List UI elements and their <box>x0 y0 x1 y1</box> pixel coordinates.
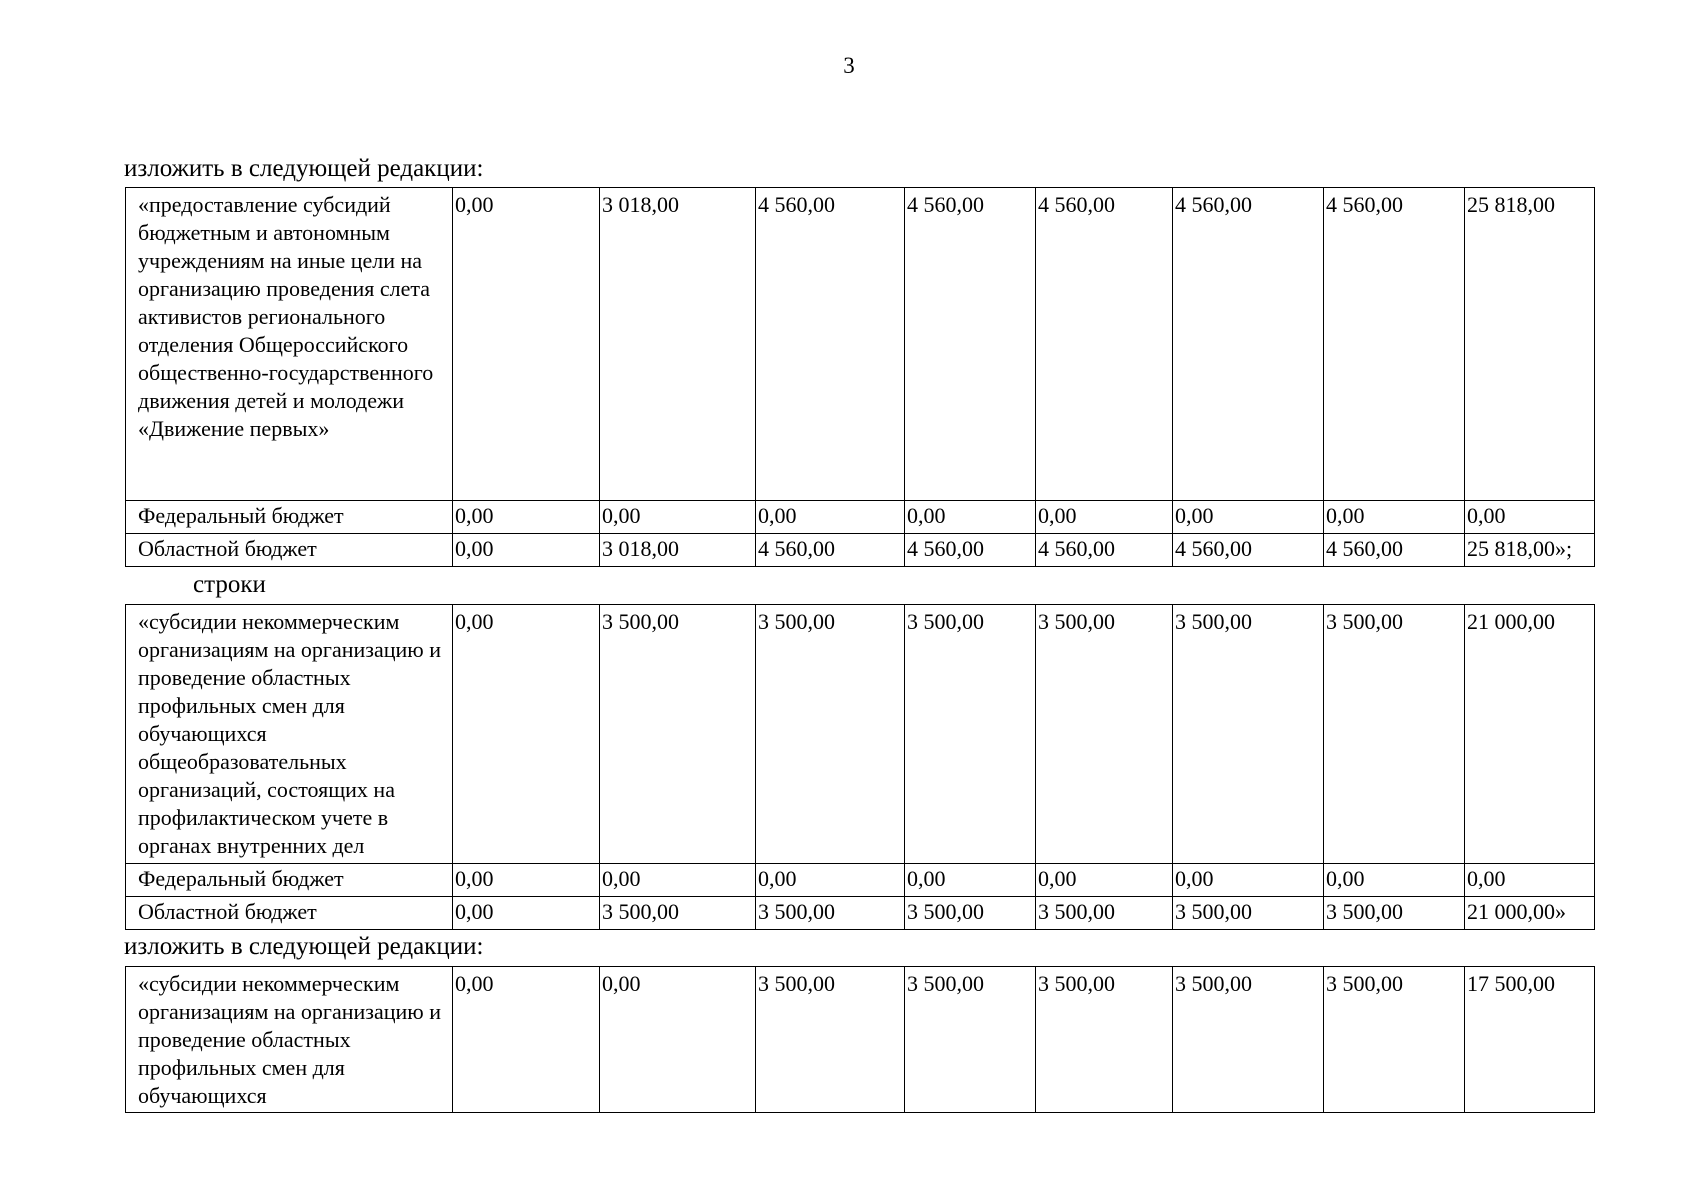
row-label: Федеральный бюджет <box>126 501 453 534</box>
value-cell: 4 560,00 <box>756 188 905 501</box>
value-cell: 3 500,00 <box>756 605 905 864</box>
table-row <box>126 967 1595 1113</box>
row-label: «предоставление субсидий бюджетным и автономным учреждениям на иные цели на организацию проведения слета активистов регионального отделения Общероссийского общественно-государственного движения детей и молодежи «Движение первых» <box>126 188 453 501</box>
value-cell: 0,00 <box>1324 501 1465 534</box>
value-cell: 0,00 <box>1173 864 1324 897</box>
row-label: Областной бюджет <box>126 534 453 567</box>
budget-table <box>125 604 1595 930</box>
row-label: Федеральный бюджет <box>126 864 453 897</box>
value-cell: 3 500,00 <box>600 605 756 864</box>
section-caption: изложить в следующей редакции: <box>124 155 484 182</box>
table-row <box>126 605 1595 864</box>
value-cell: 0,00 <box>453 897 600 930</box>
total-cell: 25 818,00 <box>1465 188 1595 501</box>
budget-source-row <box>126 534 1595 567</box>
value-cell: 3 500,00 <box>756 897 905 930</box>
value-cell: 0,00 <box>600 864 756 897</box>
value-cell: 3 500,00 <box>1324 967 1465 1113</box>
value-cell: 0,00 <box>453 864 600 897</box>
value-cell: 4 560,00 <box>905 534 1036 567</box>
value-cell: 3 500,00 <box>1324 897 1465 930</box>
value-cell: 3 500,00 <box>1036 897 1173 930</box>
value-cell: 0,00 <box>453 188 600 501</box>
value-cell: 0,00 <box>453 534 600 567</box>
table-row <box>126 188 1595 501</box>
value-cell: 4 560,00 <box>1324 534 1465 567</box>
budget-source-row <box>126 864 1595 897</box>
value-cell: 4 560,00 <box>1173 188 1324 501</box>
row-label: «субсидии некоммерческим организациям на организацию и проведение областных профильных смен для обучающихся <box>126 967 453 1113</box>
value-cell: 4 560,00 <box>1036 188 1173 501</box>
value-cell: 3 500,00 <box>905 897 1036 930</box>
value-cell: 0,00 <box>600 501 756 534</box>
value-cell: 0,00 <box>600 967 756 1113</box>
row-label: «субсидии некоммерческим организациям на организацию и проведение областных профильных смен для обучающихся общеобразовательных организаций, состоящих на профилактическом учете в органах внутренних дел <box>126 605 453 864</box>
value-cell: 3 500,00 <box>756 967 905 1113</box>
total-cell: 21 000,00» <box>1465 897 1595 930</box>
budget-source-row <box>126 501 1595 534</box>
total-cell: 25 818,00»; <box>1465 534 1595 567</box>
value-cell: 3 500,00 <box>1036 605 1173 864</box>
value-cell: 4 560,00 <box>1173 534 1324 567</box>
value-cell: 3 500,00 <box>1324 605 1465 864</box>
value-cell: 0,00 <box>1324 864 1465 897</box>
total-cell: 21 000,00 <box>1465 605 1595 864</box>
row-label: Областной бюджет <box>126 897 453 930</box>
value-cell: 0,00 <box>756 501 905 534</box>
value-cell: 0,00 <box>905 864 1036 897</box>
section-caption: строки <box>193 571 266 598</box>
value-cell: 0,00 <box>453 967 600 1113</box>
page-number: 3 <box>843 53 855 78</box>
value-cell: 0,00 <box>453 605 600 864</box>
value-cell: 0,00 <box>1173 501 1324 534</box>
value-cell: 4 560,00 <box>1036 534 1173 567</box>
value-cell: 3 500,00 <box>1173 897 1324 930</box>
total-cell: 0,00 <box>1465 864 1595 897</box>
value-cell: 3 500,00 <box>1036 967 1173 1113</box>
value-cell: 3 500,00 <box>600 897 756 930</box>
value-cell: 4 560,00 <box>905 188 1036 501</box>
value-cell: 0,00 <box>756 864 905 897</box>
budget-source-row <box>126 897 1595 930</box>
section-caption: изложить в следующей редакции: <box>124 933 484 960</box>
value-cell: 3 500,00 <box>905 605 1036 864</box>
value-cell: 3 500,00 <box>1173 605 1324 864</box>
value-cell: 0,00 <box>1036 864 1173 897</box>
value-cell: 0,00 <box>905 501 1036 534</box>
budget-table <box>125 187 1595 567</box>
total-cell: 0,00 <box>1465 501 1595 534</box>
value-cell: 3 018,00 <box>600 534 756 567</box>
value-cell: 0,00 <box>453 501 600 534</box>
total-cell: 17 500,00 <box>1465 967 1595 1113</box>
budget-table <box>125 966 1595 1113</box>
value-cell: 0,00 <box>1036 501 1173 534</box>
value-cell: 3 500,00 <box>1173 967 1324 1113</box>
value-cell: 4 560,00 <box>756 534 905 567</box>
value-cell: 3 500,00 <box>905 967 1036 1113</box>
value-cell: 4 560,00 <box>1324 188 1465 501</box>
value-cell: 3 018,00 <box>600 188 756 501</box>
